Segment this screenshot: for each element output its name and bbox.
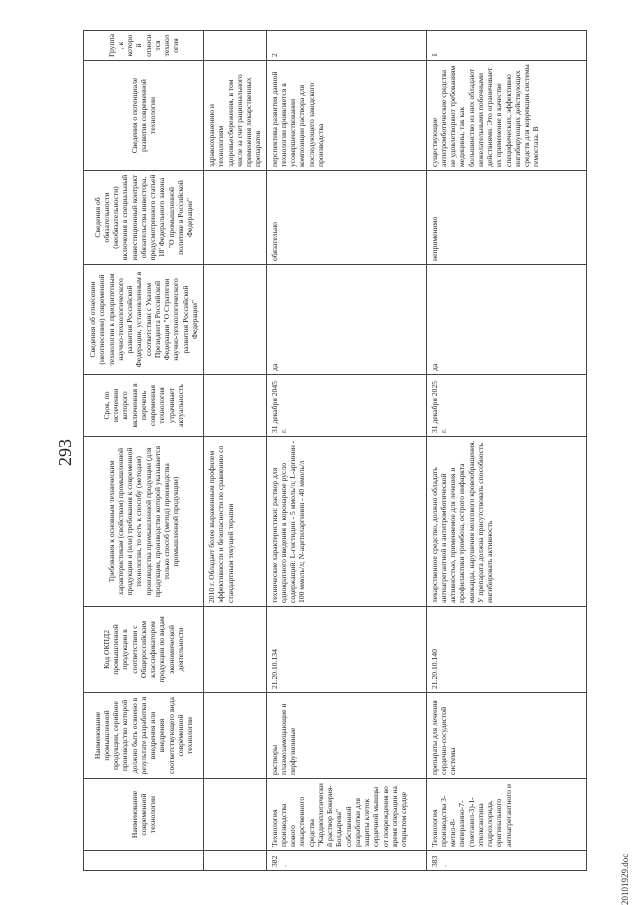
group-cell xyxy=(204,31,267,61)
obligation-cell: неприменимо xyxy=(426,171,586,265)
tech-name-cell: Технология производства 3-метил-8-пиперазино-7-(тиетанил-3)-1-этилксантина гидрохлорида, оригинального антиагрегантного и xyxy=(426,779,586,851)
header-cell: Срок, по истечении которого включенная в перечень современная технология утрачивает актуальность xyxy=(84,375,204,437)
header-cell: Код ОКПД2 промышленной продукции в соответствии с Общероссийским классификатором продукции по видам экономической деятельности xyxy=(84,607,204,693)
table-header-row xyxy=(84,31,204,871)
group-cell: 2 xyxy=(266,31,426,61)
product-cell xyxy=(204,693,267,779)
tech-name-cell: Технология производства нового лекарственного средства "Кардиоплегический раствор Бокерия-Болдырева" собственной разработки для защиты клеток сердечной мышцы от повреждения во время операции на открытом сердце xyxy=(266,779,426,851)
product-cell: препараты для лечения сердечно-сосудистой системы xyxy=(426,693,586,779)
header-cell: Требования к основным техническим характеристикам (свойствам) промышленной продукции и (или) требования к современной технологии, то есть к способу (методам) производства промышленной продукции (для продукции, производство которой указывается только способ (метод) производства промышленной продукции) xyxy=(84,437,204,607)
requirements-cell: лекарственное средство, должно обладать антиагрегантной и антитромботической активностью, применяемое для лечения и профилактики тромбоза, острого инфаркта миокарда, нарушения мозгового кровообращения. У препарата должна присутствовать способность ингибировать активность xyxy=(426,437,586,607)
tech-name-cell xyxy=(204,779,267,851)
potential-cell: существующие антитромботические средства не удовлетворяют требованиям медицины, так как большинство из них обладают нежелательными побочными действиями. Это ограничивает их применение в качестве специфических, эффективно ингибирующих действующих средств для коррекции системы гемостаза. В xyxy=(426,61,586,171)
requirements-cell: технические характеристики: раствор для однократного введения в коронарное русло содержащий: L-гистидин - 5 ммоль/л; L-аргинин - 100 ммоль/л; N-ацетиларгинин - 40 ммоль/л xyxy=(266,437,426,607)
row-number: 383. xyxy=(426,851,586,871)
header-cell: Группа, к которой относится технология xyxy=(84,31,204,61)
header-cell: Сведения об обязательности (необязательности) включения в специальный инвестиционный контракт обязательства инвестора, предусмотренного статьей 18' Федерального закона "О промышленной политике в Российской Федерации" xyxy=(84,171,204,265)
row-number: 382. xyxy=(266,851,426,871)
technology-table xyxy=(83,30,587,871)
header-cell xyxy=(84,851,204,871)
group-cell: 1 xyxy=(426,31,586,61)
priority-cell xyxy=(204,265,267,375)
code-cell: 21.20.10.134 xyxy=(266,607,426,693)
table-row xyxy=(266,31,426,871)
table-row xyxy=(426,31,586,871)
priority-cell: да xyxy=(266,265,426,375)
obligation-cell xyxy=(204,171,267,265)
code-cell: 21.20.10.140 xyxy=(426,607,586,693)
deadline-cell: 31 декабря 2045 г. xyxy=(266,375,426,437)
deadline-cell: 31 декабря 2025 г. xyxy=(426,375,586,437)
page-number: 293 xyxy=(55,439,75,466)
header-cell: Наименование современной технологии xyxy=(84,779,204,851)
table-row xyxy=(204,31,267,871)
deadline-cell xyxy=(204,375,267,437)
document-filename: 20101929.doc xyxy=(620,853,630,905)
potential-cell: здравоохранению и технологиям здоровьесбережения, в том числе за счет рационального применения лекарственных препаратов xyxy=(204,61,267,171)
header-cell: Сведения об отнесении (неотнесении) современной технологии к приоритетным научно-технологического развития Российской Федерации, установленным в соответствии с Указом Президента Российской Федерации "О Стратегии научно-технологического развития Российской Федерации" xyxy=(84,265,204,375)
product-cell: растворы плазмозамещающие и перфузионные xyxy=(266,693,426,779)
rotated-document-page xyxy=(55,0,640,905)
row-number xyxy=(204,851,267,871)
potential-cell: перспектива развития данной технологии проявляется в усовершенствовании композиции раствора для последующего заводского производства xyxy=(266,61,426,171)
code-cell xyxy=(204,607,267,693)
obligation-cell: обязательно xyxy=(266,171,426,265)
requirements-cell: 2010 г. Обладает более выраженным профилем эффективности и безопасности по сравнению со стандартным текущей терапии xyxy=(204,437,267,607)
header-cell: Сведения о потенциале развития современной технологии xyxy=(84,61,204,171)
priority-cell: да xyxy=(426,265,586,375)
header-cell: Наименование промышленной продукции, серийное производство которой должно быть освоено в результате разработки и внедрения или внедрения соответствующего вида современной технологии xyxy=(84,693,204,779)
